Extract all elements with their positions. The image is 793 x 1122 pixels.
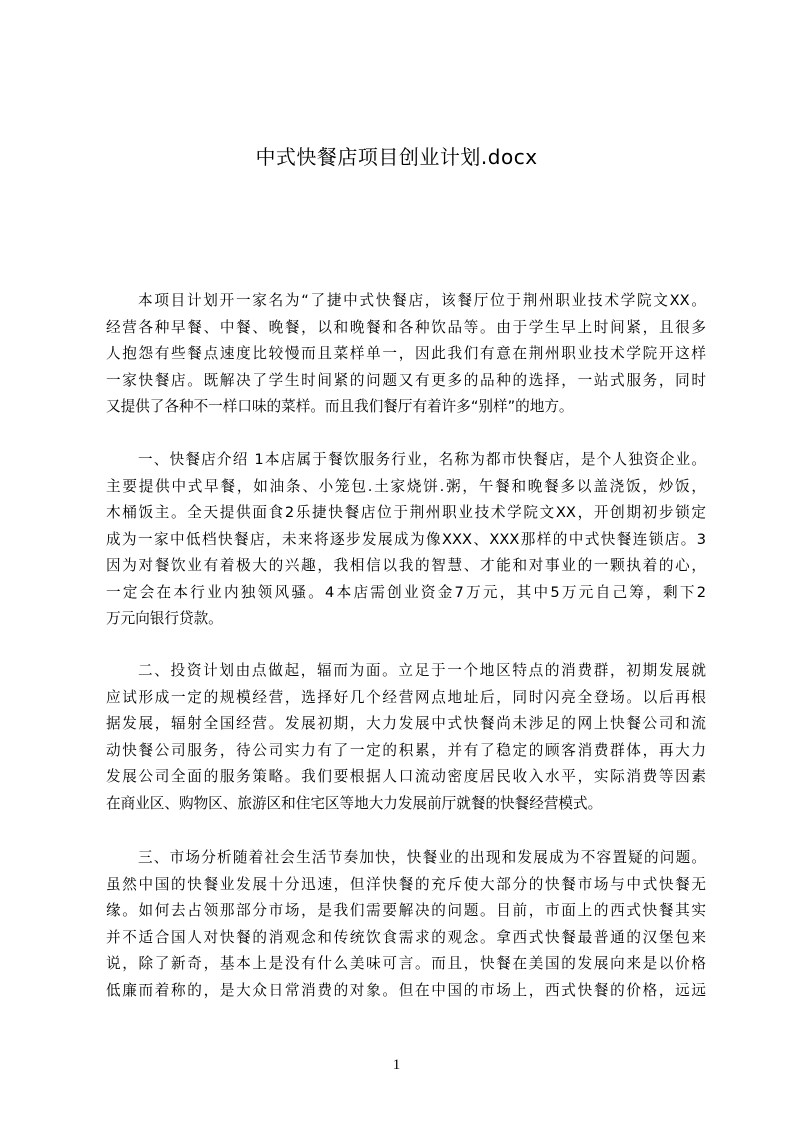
text-line: 说，除了新奇，基本上是没有什么美味可言。而且，快餐在美国的发展向来是以价格 — [106, 955, 706, 972]
text-line: 二、投资计划由点做起，辐而为面。立足于一个地区特点的消费群，初期发展就 — [138, 662, 706, 679]
text-line: 据发展，辐射全国经营。发展初期，大力发展中式快餐尚未涉足的网上快餐公司和流 — [106, 715, 706, 732]
text-line: 人抱怨有些餐点速度比较慢而且菜样单一，因此我们有意在荆州职业技术学院开这样 — [106, 345, 706, 362]
text-line: 万元向银行贷款。 — [106, 610, 223, 627]
text-line: 应试形成一定的规模经营，选择好几个经营网点地址后，同时闪亮全登场。以后再根 — [106, 688, 706, 706]
text-line: 又提供了各种不一样口味的菜样。而且我们餐厅有着许多“别样”的地方。 — [106, 398, 574, 415]
text-line: 本项目计划开一家名为“了捷中式快餐店，该餐厅位于荆州职业技术学院文XX。 — [138, 292, 706, 309]
text-line: 成为一家中低档快餐店，未来将逐步发展成为像XXX、XXX那样的中式快餐连锁店。3 — [106, 530, 706, 548]
paragraph-market-analysis — [106, 845, 706, 1004]
text-line: 一家快餐店。既解决了学生时间紧的问题又有更多的品种的选择，一站式服务，同时 — [106, 371, 706, 389]
paragraph-investment-plan — [106, 658, 706, 817]
text-line: 一、快餐店介绍 1本店属于餐饮服务行业，名称为都市快餐店，是个人独资企业。 — [138, 451, 706, 468]
text-line: 并不适合国人对快餐的消观念和传统饮食需求的观念。拿西式快餐最普通的汉堡包来 — [106, 928, 706, 946]
paragraph-shop-introduction — [106, 447, 706, 633]
document-title: 中式快餐店项目创业计划.docx — [255, 145, 538, 169]
text-line: 木桶饭主。全天提供面食2乐捷快餐店位于荆州职业技术学院文XX，开创期初步锁定 — [106, 504, 706, 521]
text-line: 三、市场分析随着社会生活节奏加快，快餐业的出现和发展成为不容置疑的问题。 — [138, 849, 706, 866]
text-line: 在商业区、购物区、旅游区和住宅区等地大力发展前厅就餐的快餐经营模式。 — [106, 794, 603, 812]
text-line: 低廉而着称的，是大众日常消费的对象。但在中国的市场上，西式快餐的价格，远远 — [106, 981, 706, 999]
text-line: 一定会在本行业内独领风骚。4本店需创业资金7万元，其中5万元自己筹，剩下2 — [106, 583, 706, 601]
text-line: 因为对餐饮业有着极大的兴趣，我相信以我的智慧、才能和对事业的一颗执着的心， — [106, 557, 706, 574]
text-line: 动快餐公司服务，待公司实力有了一定的积累，并有了稳定的顾客消费群体，再大力 — [106, 741, 706, 759]
text-line: 经营各种早餐、中餐、晚餐，以和晚餐和各种饮品等。由于学生早上时间紧，且很多 — [106, 318, 706, 336]
text-line: 缘。如何去占领那部分市场，是我们需要解决的问题。目前，市面上的西式快餐其实 — [106, 902, 706, 919]
paragraph-intro — [106, 288, 706, 421]
text-line: 虽然中国的快餐业发展十分迅速，但洋快餐的充斥使大部分的快餐市场与中式快餐无 — [106, 875, 706, 893]
text-line: 发展公司全面的服务策略。我们要根据人口流动密度居民收入水平，实际消费等因素 — [106, 768, 706, 785]
page-number: 1 — [392, 1057, 401, 1073]
text-line: 主要提供中式早餐，如油条、小笼包.土家烧饼.粥，午餐和晚餐多以盖浇饭，炒饭， — [106, 477, 706, 495]
